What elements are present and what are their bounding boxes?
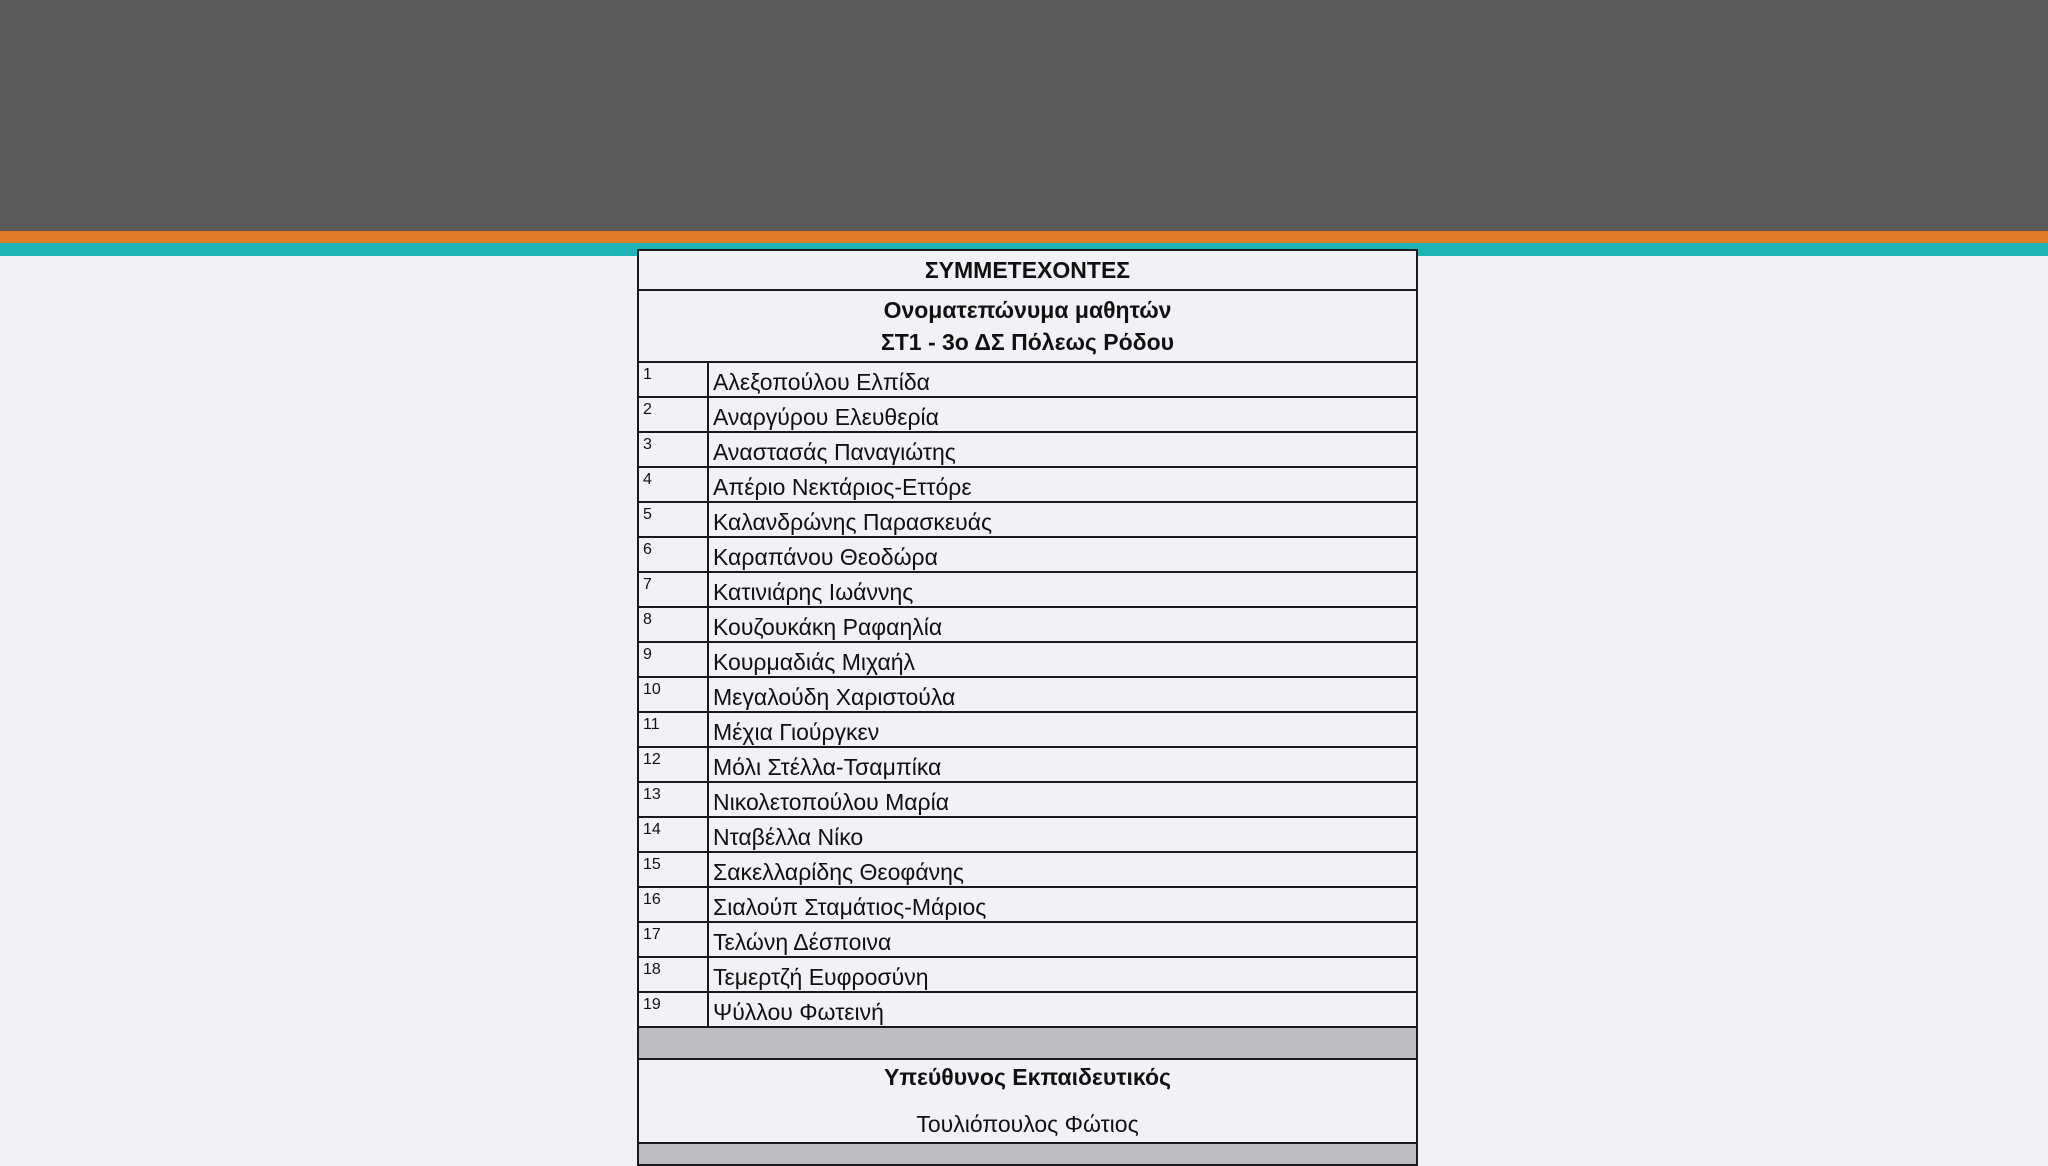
- table-row: [638, 572, 1417, 607]
- footer-gray-cell: [638, 1143, 1417, 1165]
- table-row: [638, 502, 1417, 537]
- table-title: ΣΥΜΜΕΤΕΧΟΝΤΕΣ: [638, 250, 1417, 290]
- row-number: 18: [638, 957, 708, 992]
- table-row: [638, 992, 1417, 1027]
- student-name: Σιαλούπ Σταμάτιος-Μάριος: [708, 887, 1417, 922]
- student-name: Νικολετοπούλου Μαρία: [708, 782, 1417, 817]
- row-number: 2: [638, 397, 708, 432]
- student-name: Αναργύρου Ελευθερία: [708, 397, 1417, 432]
- footer-gray-row: [638, 1143, 1417, 1165]
- table-row: [638, 747, 1417, 782]
- table-row: [638, 922, 1417, 957]
- row-number: 10: [638, 677, 708, 712]
- table-row: [638, 782, 1417, 817]
- student-name: Τεμερτζή Ευφροσύνη: [708, 957, 1417, 992]
- table-row: [638, 887, 1417, 922]
- table-row: [638, 397, 1417, 432]
- row-number: 13: [638, 782, 708, 817]
- row-number: 11: [638, 712, 708, 747]
- student-name: Μόλι Στέλλα-Τσαμπίκα: [708, 747, 1417, 782]
- student-name: Κουζουκάκη Ραφαηλία: [708, 607, 1417, 642]
- row-number: 5: [638, 502, 708, 537]
- row-number: 17: [638, 922, 708, 957]
- table-row: [638, 432, 1417, 467]
- table-row: [638, 677, 1417, 712]
- row-number: 8: [638, 607, 708, 642]
- row-number: 9: [638, 642, 708, 677]
- student-name: Κατινιάρης Ιωάννης: [708, 572, 1417, 607]
- row-number: 16: [638, 887, 708, 922]
- table-row: [638, 817, 1417, 852]
- table-row: [638, 642, 1417, 677]
- subtitle-line-2: ΣΤ1 - 3ο ΔΣ Πόλεως Ρόδου: [880, 329, 1175, 355]
- student-name: Ψύλλου Φωτεινή: [708, 992, 1417, 1027]
- student-name: Μέχια Γιούργκεν: [708, 712, 1417, 747]
- orange-stripe: [0, 231, 2048, 243]
- table-row: [638, 362, 1417, 397]
- row-number: 1: [638, 362, 708, 397]
- table-row: [638, 957, 1417, 992]
- student-name: Αναστασάς Παναγιώτης: [708, 432, 1417, 467]
- header-band: [0, 0, 2048, 231]
- subtitle-line-1: Ονοματεπώνυμα μαθητών: [883, 297, 1172, 323]
- row-number: 6: [638, 537, 708, 572]
- responsible-cell: [638, 1059, 1417, 1143]
- row-number: 7: [638, 572, 708, 607]
- student-name: Καλανδρώνης Παρασκευάς: [708, 502, 1417, 537]
- row-number: 4: [638, 467, 708, 502]
- table-subtitle: [638, 290, 1417, 362]
- row-number: 15: [638, 852, 708, 887]
- participants-table: [637, 249, 1418, 1166]
- row-number: 19: [638, 992, 708, 1027]
- separator-cell: [638, 1027, 1417, 1059]
- table-row: [638, 537, 1417, 572]
- table-subtitle-row: [638, 290, 1417, 362]
- student-name: Καραπάνου Θεοδώρα: [708, 537, 1417, 572]
- table-row: [638, 607, 1417, 642]
- table-row: [638, 852, 1417, 887]
- responsible-label: Υπεύθυνος Εκπαιδευτικός: [884, 1064, 1171, 1090]
- row-number: 3: [638, 432, 708, 467]
- student-name: Τελώνη Δέσποινα: [708, 922, 1417, 957]
- table-title-row: [638, 250, 1417, 290]
- responsible-name: Τουλιόπουλος Φώτιος: [916, 1111, 1139, 1137]
- row-number: 14: [638, 817, 708, 852]
- table-row: [638, 467, 1417, 502]
- student-name: Νταβέλλα Νίκο: [708, 817, 1417, 852]
- table-row: [638, 712, 1417, 747]
- responsible-row: [638, 1059, 1417, 1143]
- student-name: Σακελλαρίδης Θεοφάνης: [708, 852, 1417, 887]
- student-name: Αλεξοπούλου Ελπίδα: [708, 362, 1417, 397]
- separator-row: [638, 1027, 1417, 1059]
- student-name: Κουρμαδιάς Μιχαήλ: [708, 642, 1417, 677]
- row-number: 12: [638, 747, 708, 782]
- student-name: Απέριο Νεκτάριος-Εττόρε: [708, 467, 1417, 502]
- student-name: Μεγαλούδη Χαριστούλα: [708, 677, 1417, 712]
